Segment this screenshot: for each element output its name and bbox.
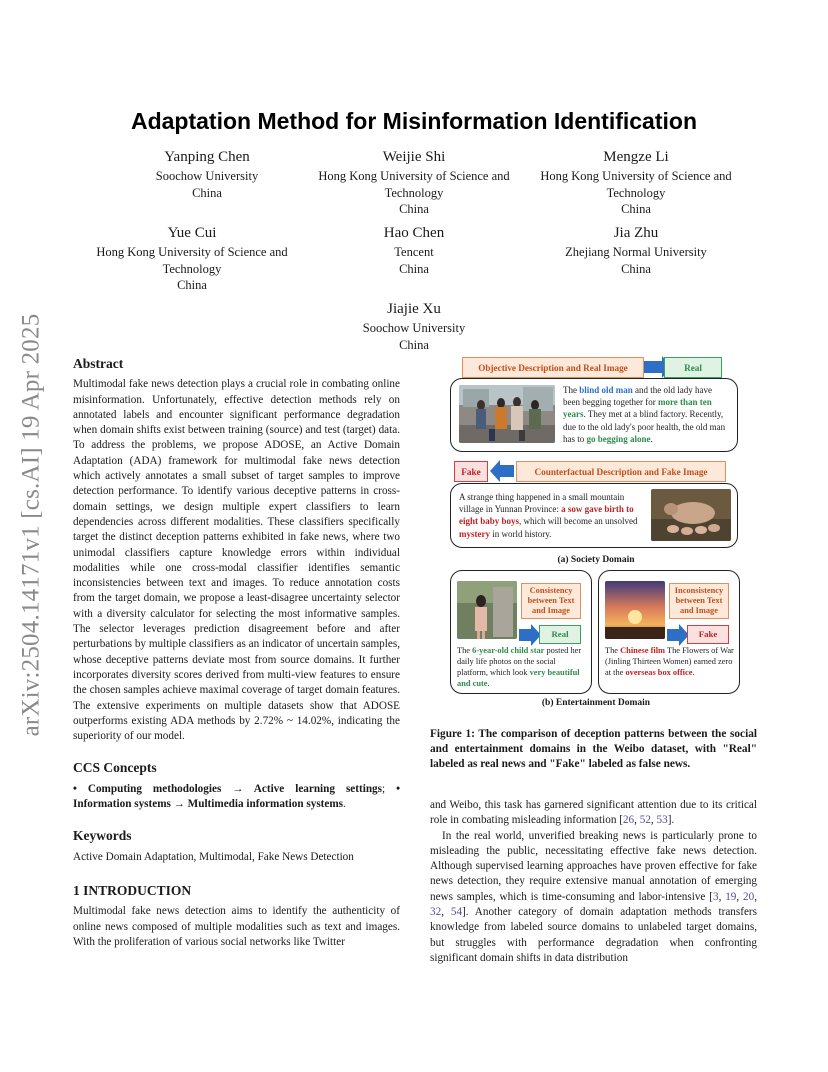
arrow-icon xyxy=(519,629,531,641)
inconsistency-label: Inconsistency between Text and Image xyxy=(669,583,729,619)
abstract-text: Multimodal fake news detection plays a crucial role in combating online misinformation. Unfortunately, effective detection methods rely on annotated labels and encounter significant performance degradation when domain shifts exist between training (source) and test (target) data. To address the problems, we propose ADOSE, an Active Domain Adaptation (ADA) framework for multimodal fake news detection which actively annotates a small subset of target samples to improve detection performance. To identify various deceptive patterns in cross-domain settings, we design multiple expert classifiers to learn dependencies across different modalities. These classifiers specifically target the distinct deception patterns exhibited in fake news, where two unimodal classifiers capture knowledge errors within individual modalities while one cross-modal classifier identifies semantic inconsistencies between text and images. To reduce annotation costs from the target domain, we propose a least-disagree uncertainty selector with a diversity calculator for selecting the most informative samples. The selector leverages prediction disagreement before and after perturbations by multiple classifiers as an indicator of uncertain samples, whose deceptive patterns deviate most from source domains. It further incorporates diversity scores derived from multi-view features to ensure the chosen samples achieve maximal coverage of target domain features. The extensive experiments on multiple datasets show that ADOSE outperforms existing ADA methods by 2.72% ~ 14.02%, indicating the superiority of our model. xyxy=(73,378,400,743)
keywords-text: Active Domain Adaptation, Multimodal, Fake News Detection xyxy=(73,850,354,863)
street-photo-image xyxy=(459,385,555,443)
inconsistent-news-card xyxy=(598,570,740,694)
right-column xyxy=(430,798,757,966)
arxiv-stamp: arXiv:2504.14171v1 [cs.AI] 19 Apr 2025 xyxy=(17,313,45,737)
figure-caption: Figure 1: The comparison of deception patterns between the social and entertainment domains in the Weibo dataset, with "Real" labeled as real news and "Fake" labeled as false news. xyxy=(430,728,757,770)
arrow-icon xyxy=(667,629,679,641)
abstract-heading: Abstract xyxy=(73,356,124,371)
inconsistent-news-text: The Chinese film The Flowers of War (Jinling Thirteen Women) earned zero at the overseas box office. xyxy=(605,646,734,677)
paragraph: and Weibo, this task has garnered significant attention due to its critical role in combating misleading information [26, 52, 53]. xyxy=(430,799,757,827)
arrow-icon xyxy=(500,465,514,477)
author-block: Weijie Shi Hong Kong University of Science and Technology China xyxy=(318,149,510,216)
author-block: Hao Chen Tencent China xyxy=(383,225,445,276)
citation[interactable]: 26 xyxy=(622,814,635,827)
consistency-label: Consistency between Text and Image xyxy=(521,583,581,619)
fake-label: Fake xyxy=(454,461,488,482)
real-label: Real xyxy=(539,625,581,644)
citation[interactable]: 54 xyxy=(450,906,463,919)
pig-photo-image xyxy=(651,489,731,541)
consistent-news-card xyxy=(450,570,592,694)
author-block: Jia Zhu Zhejiang Normal University China xyxy=(565,225,707,276)
subcaption-society: (a) Society Domain xyxy=(557,555,635,565)
citation[interactable]: 32 xyxy=(430,906,442,919)
fake-news-text: A strange thing happened in a small mountain village in Yunnan Province: a sow gave birth to eight baby boys, which will become an unsolved mystery in world history. xyxy=(459,492,638,539)
citation[interactable]: 20 xyxy=(743,890,755,903)
author-block: Jiajie Xu Soochow University China xyxy=(362,301,466,352)
consistent-news-text: The 6-year-old child star posted her daily life photos on the social platform, which look very beautiful and cute. xyxy=(457,646,582,688)
citation[interactable]: 53 xyxy=(656,814,668,827)
figure-1 xyxy=(446,352,746,720)
ccs-heading: CCS Concepts xyxy=(73,760,157,776)
author-block: Yanping Chen Soochow University China xyxy=(155,149,259,200)
intro-heading: 1 INTRODUCTION xyxy=(73,882,192,898)
author-block: Yue Cui Hong Kong University of Science and Technology China xyxy=(96,225,288,292)
intro-text: Multimodal fake news detection aims to identify the authenticity of online news composed of multiple modalities such as text and images. With the proliferation of various social networks like Twitter xyxy=(73,905,400,948)
sunset-photo-image xyxy=(605,581,665,639)
real-news-text: The blind old man and the old lady have been begging together for more than ten years. They met at a blind factory. Recently, due to the old lady's poor health, the old man has to go begging alone. xyxy=(563,385,726,444)
citation[interactable]: 19 xyxy=(725,890,737,903)
real-news-card xyxy=(450,378,738,452)
arrow-icon xyxy=(644,361,662,373)
left-column xyxy=(73,356,400,950)
author-block: Mengze Li Hong Kong University of Science and Technology China xyxy=(540,149,732,216)
citation[interactable]: 3 xyxy=(712,890,719,903)
counterfactual-description-label: Counterfactual Description and Fake Image xyxy=(516,461,726,482)
paragraph: In the real world, unverified breaking news is particularly prone to misleading the public, necessitating effective fake news detection. Although supervised learning approaches have proven effective for fake news detection, they require extensive manual annotation of emerging news samples, which is time-consuming and labor-intensive [3, 19, 20, 32, 54]. Another category of domain adaptation methods transfers knowledge from labeled source domains to unlabeled target domains, but struggles with performance degradation when confronting significant domain shifts in data distribution xyxy=(430,829,758,964)
ccs-text: • Computing methodologies → Active learning settings; • Information systems → Multimedia information systems. xyxy=(73,782,401,811)
child-photo-image xyxy=(457,581,517,639)
paper-title: Adaptation Method for Misinformation Identification xyxy=(130,108,697,134)
objective-description-label: Objective Description and Real Image xyxy=(462,357,644,378)
keywords-heading: Keywords xyxy=(73,828,132,844)
fake-news-card xyxy=(450,483,738,548)
real-label: Real xyxy=(664,357,722,378)
fake-label: Fake xyxy=(687,625,729,644)
citation[interactable]: 52 xyxy=(639,814,651,827)
subcaption-entertainment: (b) Entertainment Domain xyxy=(541,698,651,708)
